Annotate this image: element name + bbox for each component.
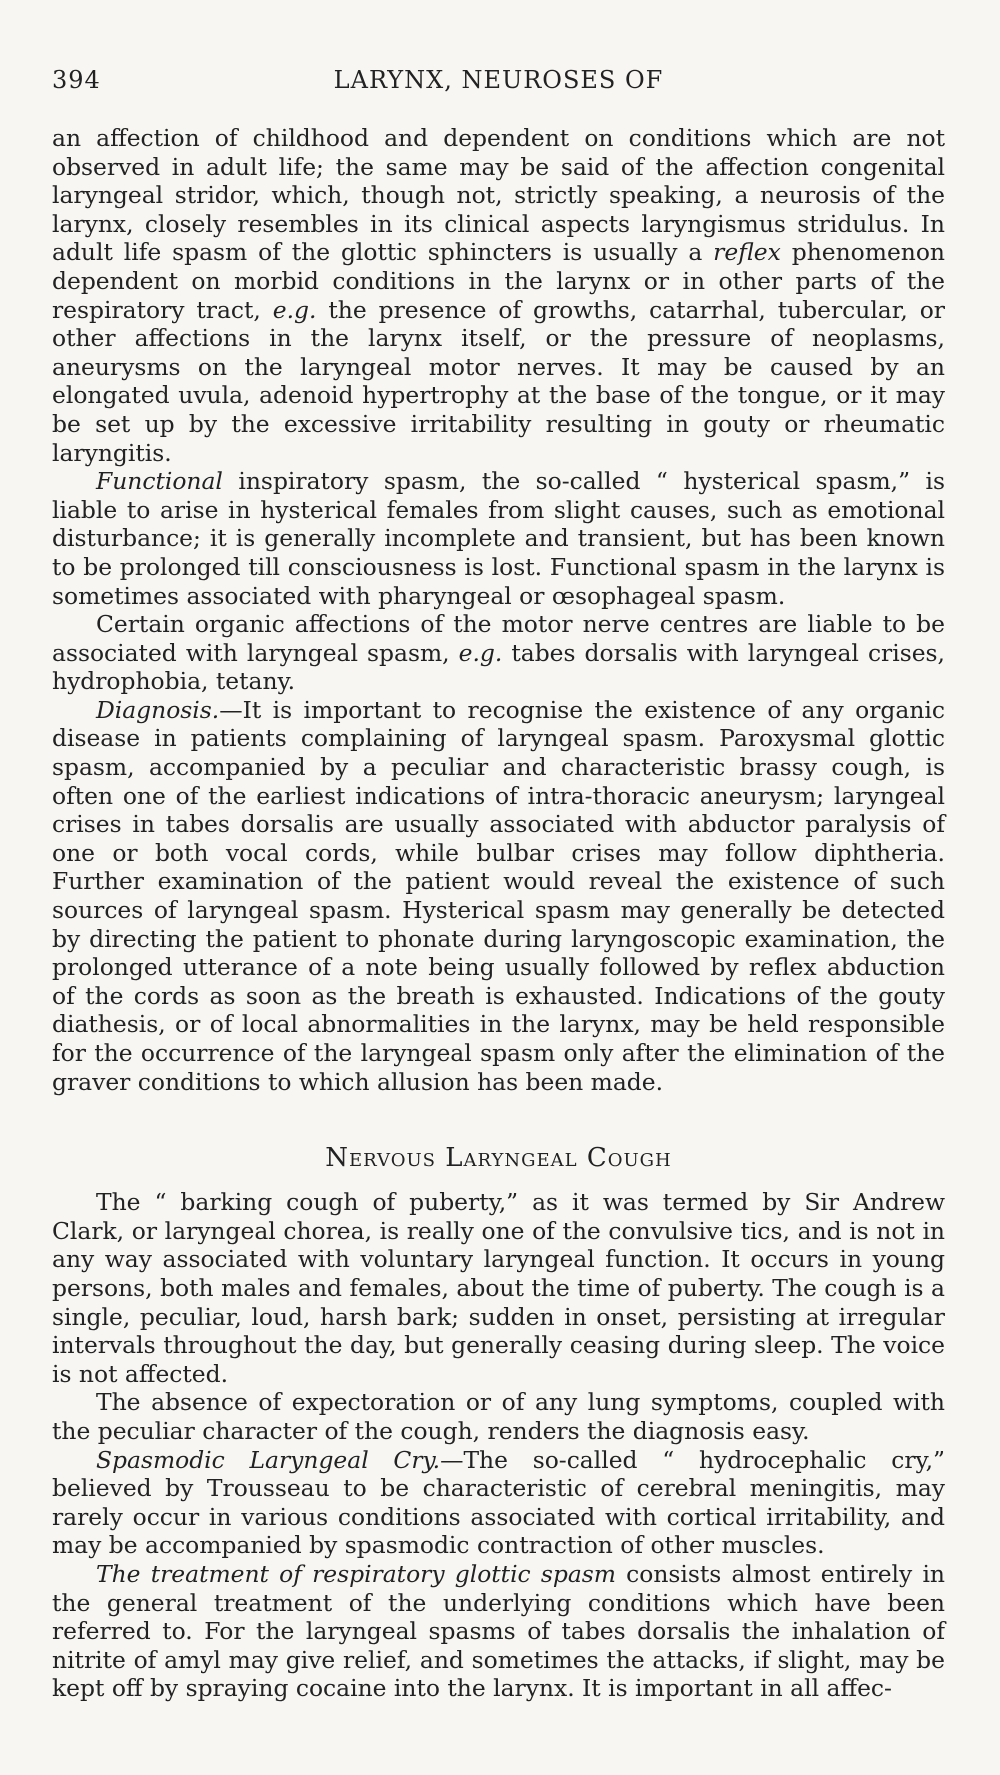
paragraph [52, 1446, 945, 1560]
text-run: —The so-called “ hydrocephalic cry,” believed by Trousseau to be characteristic of cerebral meningitis, may rarely occur in various conditions associated with cortical irritability, and may be accompanied by spasmodic contraction of other muscles. [52, 1445, 945, 1560]
paragraph [52, 610, 945, 696]
text-run: the presence of growths, catarrhal, tubercular, or other affections in the larynx itself, or the pressure of neoplasms, aneurysms on the laryngeal motor nerves. It may be caused by an elongated uvula, adenoid hypertrophy at the base of the tongue, or it may be set up by the excessive irritability resulting in gouty or rheumatic laryngitis. [52, 295, 945, 467]
italic-run: The treatment of respiratory glottic spasm [96, 1559, 616, 1588]
text-run: inspiratory spasm, the so-called “ hysterical spasm,” is liable to arise in hysterical females from slight causes, such as emotional disturbance; it is generally incomplete and transient, but has been known to be prolonged till consciousness is lost. Functional spasm in the larynx is sometimes associated with pharyngeal or œsophageal spasm. [52, 467, 945, 610]
paragraph [52, 124, 945, 467]
section-heading [52, 1144, 945, 1174]
running-head [52, 58, 945, 102]
text-run: consists almost entirely in the general treatment of the underlying conditions which have been referred to. For the laryngeal spasms of tabes dorsalis the inhalation of nitrite of amyl may give relief, and sometimes the attacks, if slight, may be kept off by spraying cocaine into the larynx. It is important in all affec- [52, 1559, 945, 1703]
paragraph [52, 467, 945, 610]
text-run: The absence of expectoration or of any lung symptoms, coupled with the peculiar character of the cough, renders the diagnosis easy. [52, 1388, 945, 1445]
italic-run: Spasmodic Laryngeal Cry. [96, 1445, 441, 1474]
section-heading-text: Nervous Laryngeal Cough [325, 1143, 672, 1174]
text-run: an affection of childhood and dependent on conditions which are not observed in adult life; the same may be said of the affection congenital laryngeal stridor, which, though not, strictly speaking, a neurosis of the larynx, closely resembles in its clinical aspects laryngismus stridulus. In adult life spasm of the glottic sphincters is usually a [52, 124, 945, 267]
text-run: The “ barking cough of puberty,” as it was termed by Sir Andrew Clark, or laryngeal chorea, is really one of the convulsive tics, and is not in any way associated with voluntary laryngeal function. It occurs in young persons, both males and females, about the time of puberty. The cough is a single, peculiar, loud, harsh bark; sudden in onset, persisting at irregular intervals throughout the day, but generally ceasing during sleep. The voice is not affected. [52, 1188, 945, 1388]
paragraph [52, 1188, 945, 1388]
text-run: tabes dorsalis with laryngeal crises, hydrophobia, tetany. [52, 638, 945, 696]
italic-run: reflex [713, 238, 781, 267]
paragraph [52, 1560, 945, 1703]
running-title: LARYNX, NEUROSES OF [333, 66, 664, 94]
paragraph [52, 1388, 945, 1445]
page-number: 394 [52, 66, 101, 94]
text-run: Certain organic affections of the motor nerve centres are liable to be associated with laryngeal spasm, [52, 610, 945, 667]
text-run: phenomenon dependent on morbid conditions in the larynx or in other parts of the respiratory tract, [52, 238, 946, 324]
paragraph [52, 696, 945, 1096]
italic-run: e.g. [458, 638, 503, 667]
body-text-bottom [52, 1188, 945, 1703]
italic-run: e.g. [272, 295, 317, 324]
italic-run: Diagnosis. [96, 695, 220, 724]
body-text-top [52, 124, 945, 1096]
italic-run: Functional [96, 467, 223, 496]
text-run: —It is important to recognise the existence of any organic disease in patients complaining of laryngeal spasm. Paroxysmal glottic spasm, accompanied by a peculiar and characteristic brassy cough, is often one of the earliest indications of intra-thoracic aneurysm; laryngeal crises in tabes dorsalis are usually associated with abductor paralysis of one or both vocal cords, while bulbar crises may follow diphtheria. Further examination of the patient would reveal the existence of such sources of laryngeal spasm. Hysterical spasm may generally be detected by directing the patient to phonate during laryngoscopic examination, the prolonged utterance of a note being usually followed by reflex abduction of the cords as soon as the breath is exhausted. Indications of the gouty diathesis, or of local abnormalities in the larynx, may be held responsible for the occurrence of the laryngeal spasm only after the elimination of the graver conditions to which allusion has been made. [52, 695, 945, 1096]
